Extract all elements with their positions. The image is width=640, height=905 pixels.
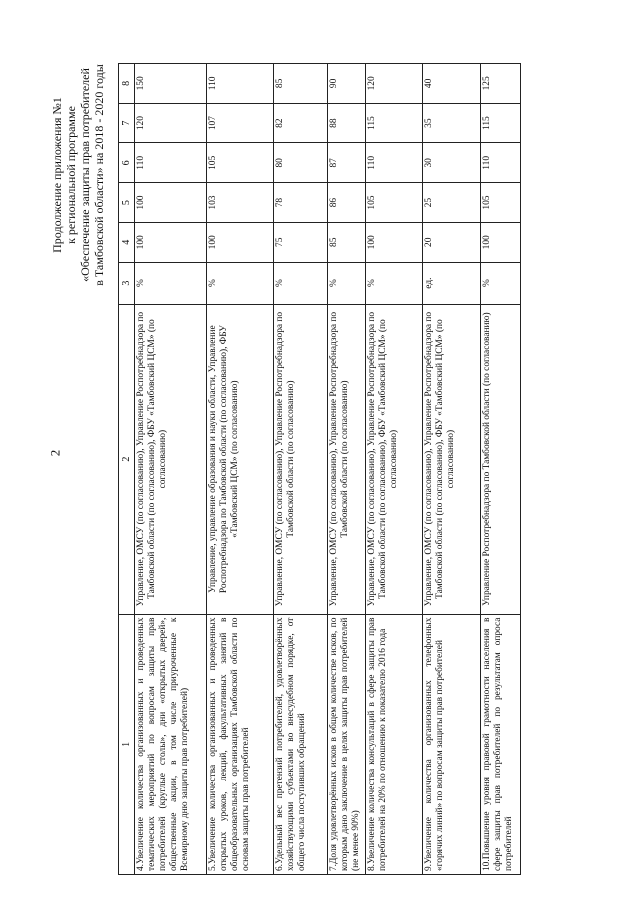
value-cell: 100 xyxy=(207,222,274,262)
header-cell: 6 xyxy=(119,143,135,183)
value-cell: 110 xyxy=(481,143,521,183)
appendix-heading xyxy=(50,25,106,325)
header-cell: 7 xyxy=(119,103,135,143)
responsible-cell: Управление, управление образования и науки области, Управление Роспотребнадзора по Тамбовской области (по согласованию), ФБУ «Тамбовский ЦСМ» (по согласованию) xyxy=(207,304,274,614)
responsible-cell: Управление, ОМСУ (по согласованию), Управление Роспотребнадзора по Тамбовской области (по согласованию), ФБУ «Тамбовский ЦСМ» (по согласованию) xyxy=(135,304,207,614)
value-cell: 78 xyxy=(274,183,328,223)
table-row xyxy=(135,64,207,875)
table-row xyxy=(481,64,521,875)
value-cell: 125 xyxy=(481,64,521,104)
value-cell: 75 xyxy=(274,222,328,262)
value-cell: 100 xyxy=(135,222,207,262)
heading-line-4: в Тамбовской области» на 2018 - 2020 годы xyxy=(92,64,106,286)
indicator-cell: 7.Доля удовлетворённых исков в общем количестве исков, по которым дано заключение в целях защиты прав потребителей (не менее 90%) xyxy=(328,614,366,874)
table-row xyxy=(274,64,328,875)
value-cell: 105 xyxy=(366,183,423,223)
value-cell: 40 xyxy=(423,64,481,104)
indicator-cell: 9.Увеличение количества организованных телефонных «горячих линий» по вопросам защиты прав потребителей xyxy=(423,614,481,874)
table-row xyxy=(207,64,274,875)
value-cell: 110 xyxy=(207,64,274,104)
indicator-cell: 8.Увеличение количества консультаций в сфере защиты прав потребителей на 20% по отношению к показателю 2016 года xyxy=(366,614,423,874)
header-cell: 2 xyxy=(119,304,135,614)
value-cell: 120 xyxy=(135,103,207,143)
value-cell: 88 xyxy=(328,103,366,143)
value-cell: 105 xyxy=(207,143,274,183)
indicator-cell: 5.Увеличение количества организованных и проведенных открытых уроков, лекций, факультативных занятий в общеобразовательных организациях Тамбовской области по основам защиты прав потребителей xyxy=(207,614,274,874)
value-cell: 85 xyxy=(274,64,328,104)
heading-line-1: Продолжение приложения №1 xyxy=(50,97,64,253)
value-cell: 90 xyxy=(328,64,366,104)
indicator-cell: 4.Увеличение количества организованных и проведенных тематических мероприятий по вопросам защиты прав потребителей (круглые столы», дни «открытых дверей», общественные акции, в том числе приуроченные к Всемирному дню защиты прав потребителей) xyxy=(135,614,207,874)
header-cell: 3 xyxy=(119,262,135,304)
responsible-cell: Управление, ОМСУ (по согласованию), Управление Роспотребнадзора по Тамбовской области (по согласованию), ФБУ «Тамбовский ЦСМ» (по согласованию) xyxy=(423,304,481,614)
value-cell: 87 xyxy=(328,143,366,183)
header-cell: 5 xyxy=(119,183,135,223)
responsible-cell: Управление, ОМСУ (по согласованию), Управление Роспотребнадзора по Тамбовской области (по согласованию), ФБУ «Тамбовский ЦСМ» (по согласованию) xyxy=(366,304,423,614)
value-cell: 85 xyxy=(328,222,366,262)
value-cell: 100 xyxy=(366,222,423,262)
unit-cell: % xyxy=(207,262,274,304)
heading-line-3: «Обеспечение защиты прав потребителей xyxy=(78,68,92,282)
heading-line-2: к региональной программе xyxy=(64,106,78,244)
table-row xyxy=(423,64,481,875)
value-cell: 110 xyxy=(366,143,423,183)
value-cell: 20 xyxy=(423,222,481,262)
value-cell: 30 xyxy=(423,143,481,183)
value-cell: 80 xyxy=(274,143,328,183)
responsible-cell: Управление Роспотребнадзора по Тамбовской области (по согласованию) xyxy=(481,304,521,614)
value-cell: 150 xyxy=(135,64,207,104)
value-cell: 107 xyxy=(207,103,274,143)
value-cell: 35 xyxy=(423,103,481,143)
unit-cell: % xyxy=(135,262,207,304)
indicators-table xyxy=(118,63,521,875)
value-cell: 103 xyxy=(207,183,274,223)
value-cell: 82 xyxy=(274,103,328,143)
indicator-cell: 10.Повышение уровня правовой грамотности населения в сфере защиты прав потребителей по результатам опроса потребителей xyxy=(481,614,521,874)
value-cell: 105 xyxy=(481,183,521,223)
header-cell: 1 xyxy=(119,614,135,874)
table-row xyxy=(328,64,366,875)
unit-cell: ед. xyxy=(423,262,481,304)
value-cell: 120 xyxy=(366,64,423,104)
table-row xyxy=(366,64,423,875)
header-cell: 8 xyxy=(119,64,135,104)
unit-cell: % xyxy=(481,262,521,304)
indicator-cell: 6.Удельный вес претензий потребителей, удовлетворённых хозяйствующими субъектами во внесудебном порядке, от общего числа поступивших обращений xyxy=(274,614,328,874)
value-cell: 100 xyxy=(135,183,207,223)
unit-cell: % xyxy=(274,262,328,304)
responsible-cell: Управление, ОМСУ (по согласованию), Управление Роспотребнадзора по Тамбовской области (по согласованию) xyxy=(328,304,366,614)
unit-cell: % xyxy=(366,262,423,304)
table-header-row xyxy=(119,64,135,875)
value-cell: 86 xyxy=(328,183,366,223)
page-number: 2 xyxy=(47,449,63,457)
header-cell: 4 xyxy=(119,222,135,262)
value-cell: 100 xyxy=(481,222,521,262)
unit-cell: % xyxy=(328,262,366,304)
value-cell: 25 xyxy=(423,183,481,223)
value-cell: 110 xyxy=(135,143,207,183)
value-cell: 115 xyxy=(481,103,521,143)
value-cell: 115 xyxy=(366,103,423,143)
responsible-cell: Управление, ОМСУ (по согласованию), Управление Роспотребнадзора по Тамбовской области (по согласованию) xyxy=(274,304,328,614)
